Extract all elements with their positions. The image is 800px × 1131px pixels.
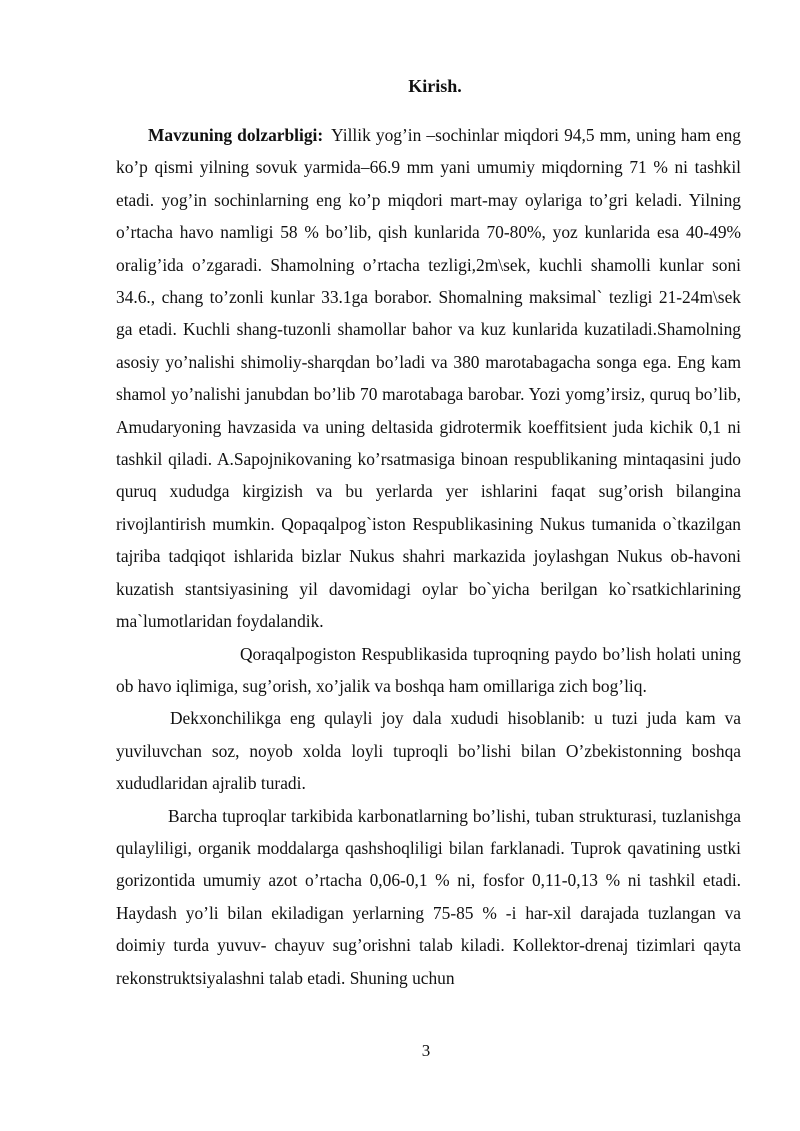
paragraph-lead-heading: Mavzuning dolzarbligi: bbox=[148, 125, 324, 145]
paragraph-1 bbox=[116, 119, 741, 638]
paragraph-4: Barcha tuproqlar tarkibida karbonatlarning bo’lishi, tuban strukturasi, tuzlanishga qulayliligi, organik moddalarga qashshoqliligi bilan farklanadi. Tuprok qavatining ustki gorizontida umumiy azot o’rtacha 0,06-0,1 % ni, fosfor 0,11-0,13 % ni tashkil etadi. Haydash yo’li bilan ekiladigan yerlarning 75-85 % -i har-xil darajada tuzlangan va doimiy turda yuvuv- chayuv sug’orishni talab kiladi. Kollektor-drenaj tizimlari qayta rekonstruktsiyalashni talab etadi. Shuning uchun bbox=[116, 805, 741, 988]
paragraph-1-text: Yillik yog’in –sochinlar miqdori 94,5 mm, uning ham eng ko’p qismi yilning sovuk yarmida–66.9 mm yani umumiy miqdorning 71 % ni tashkil etadi. yog’in sochinlarning eng ko’p miqdori mart-may oylariga to’gri keladi. Yilning o’rtacha havo namligi 58 % bo’lib, qish kunlarida 70-80%, yoz kunlarida esa 40-49% oralig’ida o’zgaradi. Shamolning o’rtacha tezligi,2m\sek, kuchli shamolli kunlar soni 34.6., chang to’zonli kunlar 33.1ga borabor. Shomalning maksimal` tezligi 21-24m\sek ga etadi. Kuchli shang-tuzonli shamollar bahor va kuz kunlarida kuzatiladi.Shamolning asosiy yo’nalishi shimoliy-sharqdan bo’ladi va 380 marotabagacha songa ega. Eng kam shamol yo’nalishi janubdan bo’lib 70 marotabaga barobar. Yozi yomg’irsiz, quruq bo’lib, Amudaryoning havzasida va uning deltasida gidrotermik koeffitsient juda kichik 0,1 ni tashkil qiladi. A.Sapojnikovaning ko’rsatmasiga binoan respublikaning mintaqasini judo quruq xududga kirgizish va bu yerlarda yer ishlarini faqat sug’orish bilangina rivojlantirish mumkin. Qopaqalpog`iston Respublikasining Nukus tumanida o`tkazilgan tajriba tadqiqot ishlarida bizlar Nukus shahri markazida joylashgan Nukus ob-havoni kuzatish stantsiyasining yil davomidagi oylar bo`yicha berilgan ko`rsatkichlarining ma`lumotlaridan foydalandik. bbox=[116, 125, 741, 632]
page-number: 3 bbox=[421, 1041, 431, 1060]
document-body bbox=[116, 119, 741, 994]
paragraph-3: Dekxonchilikga eng qulayli joy dala xududi hisoblanib: u tuzi juda kam va yuviluvchan soz, noyob xolda loyli tuproqli bo’lishi bilan O’zbekistonning boshqa xududlaridan ajralib turadi. bbox=[116, 708, 741, 794]
page-title: Kirish. bbox=[408, 76, 462, 96]
paragraph-2: Qoraqalpogiston Respublikasida tuproqning paydo bo’lish holati uning ob havo iqlimiga, sug’orish, xo’jalik va boshqa ham omillariga zich bog’liq. bbox=[116, 643, 741, 696]
